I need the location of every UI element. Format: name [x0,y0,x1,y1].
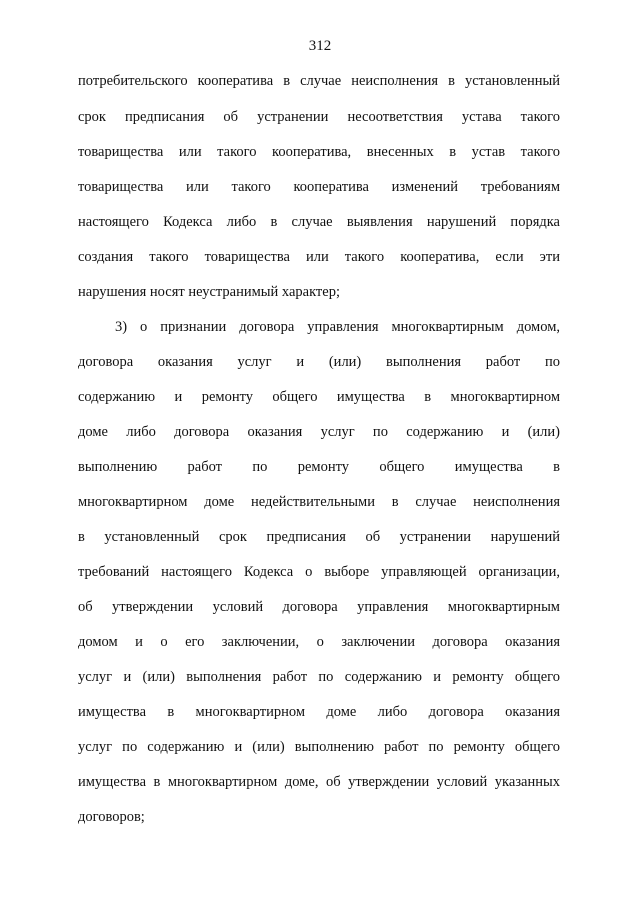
text-line: услуг и (или) выполнения работ по содержанию и ремонту общего [78,669,560,685]
text-line: создания такого товарищества или такого кооператива, если эти [78,249,560,265]
text-line: нарушения носят неустранимый характер; [78,284,340,300]
list-item-number-3: 3) о признании договора управления многоквартирным домом, [115,319,560,335]
text-line: об утверждении условий договора управления многоквартирным [78,599,560,615]
text-line: товарищества или такого кооператива изменений требованиям [78,179,560,195]
text-line: настоящего Кодекса либо в случае выявления нарушений порядка [78,214,560,230]
text-line: в установленный срок предписания об устранении нарушений [78,529,560,545]
text-line: договора оказания услуг и (или) выполнения работ по [78,354,560,370]
text-line: доме либо договора оказания услуг по содержанию и (или) [78,424,560,440]
text-line: срок предписания об устранении несоответствия устава такого [78,109,560,125]
text-line: требований настоящего Кодекса о выборе управляющей организации, [78,564,560,580]
page-number: 312 [308,38,332,54]
text-line: многоквартирном доме недействительными в случае неисполнения [78,494,560,510]
text-line: потребительского кооператива в случае неисполнения в установленный [78,73,560,89]
text-line: содержанию и ремонту общего имущества в многоквартирном [78,389,560,405]
text-line: имущества в многоквартирном доме, об утверждении условий указанных [78,774,560,790]
text-line: услуг по содержанию и (или) выполнению работ по ремонту общего [78,739,560,755]
text-line: товарищества или такого кооператива, внесенных в устав такого [78,144,560,160]
text-line: договоров; [78,809,145,825]
text-line: выполнению работ по ремонту общего имущества в [78,459,560,475]
text-line: имущества в многоквартирном доме либо договора оказания [78,704,560,720]
text-line: домом и о его заключении, о заключении договора оказания [78,634,560,650]
